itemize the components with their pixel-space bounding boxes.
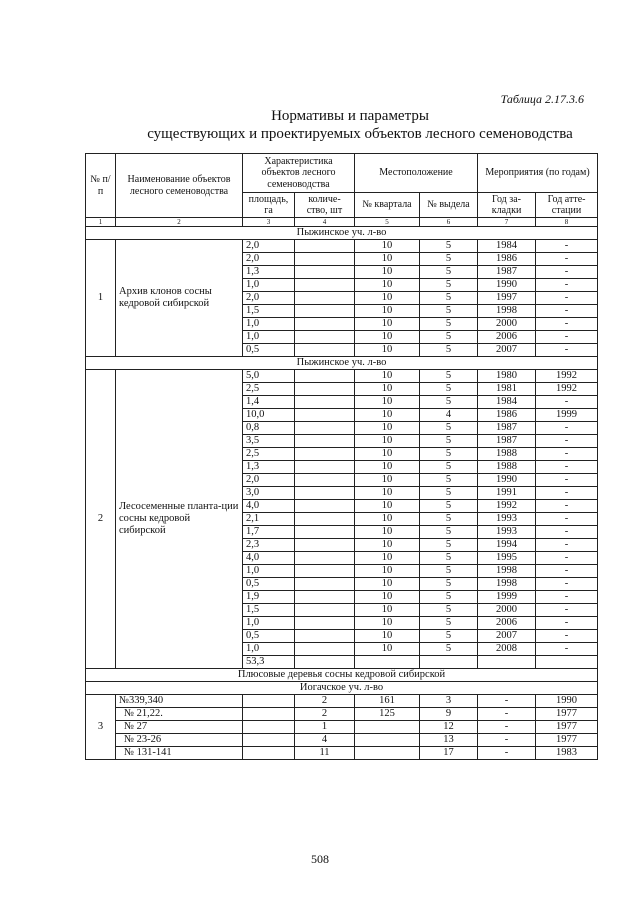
empty-cell: [536, 656, 598, 669]
tree-numbers-cell: № 27: [116, 721, 243, 734]
area-cell: 5,0: [243, 370, 295, 383]
year-attest-cell: -: [536, 604, 598, 617]
year-attest-cell: -: [536, 461, 598, 474]
year-attest-cell: 1983: [536, 747, 598, 760]
area-cell: 1,9: [243, 591, 295, 604]
kvartal-cell: 10: [355, 370, 420, 383]
qty-cell: [295, 279, 355, 292]
section-row: [86, 357, 598, 370]
kvartal-cell: 10: [355, 396, 420, 409]
year-attest-cell: -: [536, 565, 598, 578]
section-title: Иогачское уч. л-во: [86, 682, 598, 695]
year-laid-cell: 1993: [478, 513, 536, 526]
vydel-cell: 5: [420, 383, 478, 396]
kvartal-cell: 10: [355, 266, 420, 279]
col-number: 2: [116, 218, 243, 227]
year-laid-cell: 2000: [478, 318, 536, 331]
area-cell: [243, 708, 295, 721]
year-attest-cell: -: [536, 318, 598, 331]
vydel-cell: 5: [420, 565, 478, 578]
col-number: 5: [355, 218, 420, 227]
qty-cell: [295, 513, 355, 526]
kvartal-cell: 10: [355, 487, 420, 500]
qty-cell: [295, 474, 355, 487]
year-laid-cell: 1984: [478, 396, 536, 409]
vydel-cell: 5: [420, 617, 478, 630]
tree-numbers-cell: № 23-26: [116, 734, 243, 747]
kvartal-cell: 10: [355, 279, 420, 292]
year-attest-cell: -: [536, 630, 598, 643]
area-cell: 1,0: [243, 279, 295, 292]
area-cell: [243, 747, 295, 760]
qty-cell: [295, 383, 355, 396]
year-laid-cell: -: [478, 747, 536, 760]
empty-cell: [295, 656, 355, 669]
area-cell: 1,3: [243, 266, 295, 279]
qty-cell: [295, 604, 355, 617]
kvartal-cell: 10: [355, 305, 420, 318]
qty-cell: [295, 539, 355, 552]
table-row: [86, 721, 598, 734]
qty-cell: [295, 240, 355, 253]
vydel-cell: 5: [420, 253, 478, 266]
year-attest-cell: -: [536, 500, 598, 513]
kvartal-cell: 10: [355, 331, 420, 344]
year-attest-cell: -: [536, 253, 598, 266]
vydel-cell: 5: [420, 500, 478, 513]
year-laid-cell: -: [478, 721, 536, 734]
area-cell: 1,0: [243, 617, 295, 630]
area-cell: 1,5: [243, 604, 295, 617]
year-attest-cell: 1992: [536, 383, 598, 396]
area-cell: [243, 734, 295, 747]
area-cell: 2,1: [243, 513, 295, 526]
year-laid-cell: 1990: [478, 474, 536, 487]
section-row: [86, 227, 598, 240]
year-attest-cell: -: [536, 591, 598, 604]
area-cell: 0,5: [243, 344, 295, 357]
area-cell: [243, 721, 295, 734]
qty-cell: [295, 331, 355, 344]
tree-numbers-cell: № 21,22.: [116, 708, 243, 721]
qty-cell: [295, 487, 355, 500]
vydel-cell: 5: [420, 539, 478, 552]
year-laid-cell: 2008: [478, 643, 536, 656]
kvartal-cell: 10: [355, 448, 420, 461]
table-row: [86, 240, 598, 253]
vydel-cell: 5: [420, 578, 478, 591]
kvartal-cell: 161: [355, 695, 420, 708]
qty-cell: [295, 526, 355, 539]
vydel-cell: 5: [420, 643, 478, 656]
kvartal-cell: 10: [355, 344, 420, 357]
empty-cell: [355, 656, 420, 669]
year-attest-cell: 1977: [536, 708, 598, 721]
year-laid-cell: 1992: [478, 500, 536, 513]
qty-cell: 2: [295, 695, 355, 708]
area-cell: 0,5: [243, 578, 295, 591]
page-number: 508: [311, 852, 329, 866]
year-laid-cell: 1986: [478, 409, 536, 422]
year-laid-cell: 2006: [478, 331, 536, 344]
year-laid-cell: -: [478, 695, 536, 708]
qty-cell: [295, 292, 355, 305]
kvartal-cell: 10: [355, 240, 420, 253]
qty-cell: [295, 253, 355, 266]
col-number: 7: [478, 218, 536, 227]
header-year-laid: Год за-кладки: [478, 193, 536, 218]
header-year-attest: Год атте-стации: [536, 193, 598, 218]
vydel-cell: 12: [420, 721, 478, 734]
qty-cell: 2: [295, 708, 355, 721]
year-attest-cell: -: [536, 578, 598, 591]
vydel-cell: 5: [420, 604, 478, 617]
col-number: 1: [86, 218, 116, 227]
kvartal-cell: 10: [355, 318, 420, 331]
year-attest-cell: -: [536, 266, 598, 279]
year-laid-cell: 1980: [478, 370, 536, 383]
vydel-cell: 5: [420, 331, 478, 344]
seed-objects-table: [85, 153, 598, 760]
year-attest-cell: 1977: [536, 721, 598, 734]
object-name: Лесосеменные планта-ции сосны кедровой сибирской: [116, 370, 243, 669]
qty-cell: 4: [295, 734, 355, 747]
table-row: [86, 708, 598, 721]
vydel-cell: 5: [420, 513, 478, 526]
vydel-cell: 5: [420, 474, 478, 487]
qty-cell: [295, 500, 355, 513]
year-attest-cell: -: [536, 552, 598, 565]
area-cell: 1,3: [243, 461, 295, 474]
row-number: 1: [86, 240, 116, 357]
qty-cell: [295, 396, 355, 409]
kvartal-cell: 10: [355, 422, 420, 435]
section-row: [86, 669, 598, 682]
vydel-cell: 5: [420, 461, 478, 474]
area-cell: 1,0: [243, 643, 295, 656]
year-laid-cell: 1981: [478, 383, 536, 396]
qty-cell: [295, 435, 355, 448]
header-characteristics: Характеристика объектов лесного семеноводства: [243, 154, 355, 193]
area-cell: 1,0: [243, 331, 295, 344]
year-attest-cell: -: [536, 422, 598, 435]
qty-cell: [295, 591, 355, 604]
year-attest-cell: -: [536, 344, 598, 357]
qty-cell: [295, 617, 355, 630]
year-laid-cell: 2000: [478, 604, 536, 617]
year-laid-cell: -: [478, 708, 536, 721]
section-title: Пыжинское уч. л-во: [86, 357, 598, 370]
section-title: Пыжинское уч. л-во: [86, 227, 598, 240]
qty-cell: [295, 643, 355, 656]
year-laid-cell: 1988: [478, 448, 536, 461]
year-attest-cell: 1990: [536, 695, 598, 708]
header-events: Мероприятия (по годам): [478, 154, 598, 193]
year-attest-cell: -: [536, 305, 598, 318]
qty-cell: [295, 370, 355, 383]
vydel-cell: 17: [420, 747, 478, 760]
kvartal-cell: 10: [355, 604, 420, 617]
empty-cell: [420, 656, 478, 669]
year-laid-cell: 1988: [478, 461, 536, 474]
kvartal-cell: 125: [355, 708, 420, 721]
header-num: № п/п: [86, 154, 116, 218]
kvartal-cell: [355, 721, 420, 734]
col-number: 6: [420, 218, 478, 227]
year-laid-cell: 1987: [478, 435, 536, 448]
vydel-cell: 5: [420, 279, 478, 292]
vydel-cell: 5: [420, 266, 478, 279]
vydel-cell: 4: [420, 409, 478, 422]
year-laid-cell: 1998: [478, 578, 536, 591]
kvartal-cell: [355, 747, 420, 760]
year-laid-cell: 1990: [478, 279, 536, 292]
area-cell: 2,5: [243, 383, 295, 396]
year-attest-cell: -: [536, 292, 598, 305]
kvartal-cell: 10: [355, 513, 420, 526]
year-laid-cell: 1997: [478, 292, 536, 305]
qty-cell: [295, 461, 355, 474]
year-laid-cell: -: [478, 734, 536, 747]
vydel-cell: 9: [420, 708, 478, 721]
area-cell: 2,0: [243, 253, 295, 266]
area-cell: 1,7: [243, 526, 295, 539]
year-attest-cell: -: [536, 448, 598, 461]
area-cell: 1,0: [243, 318, 295, 331]
vydel-cell: 5: [420, 630, 478, 643]
kvartal-cell: 10: [355, 552, 420, 565]
year-attest-cell: -: [536, 513, 598, 526]
year-attest-cell: -: [536, 279, 598, 292]
area-cell: 2,0: [243, 292, 295, 305]
year-laid-cell: 1986: [478, 253, 536, 266]
kvartal-cell: 10: [355, 643, 420, 656]
vydel-cell: 5: [420, 396, 478, 409]
qty-cell: [295, 448, 355, 461]
header-location: Местоположение: [355, 154, 478, 193]
section-row: [86, 682, 598, 695]
area-cell: 3,5: [243, 435, 295, 448]
qty-cell: [295, 552, 355, 565]
area-cell: 3,0: [243, 487, 295, 500]
kvartal-cell: 10: [355, 500, 420, 513]
kvartal-cell: 10: [355, 526, 420, 539]
qty-cell: 1: [295, 721, 355, 734]
table-row: [86, 734, 598, 747]
year-attest-cell: -: [536, 617, 598, 630]
year-attest-cell: -: [536, 526, 598, 539]
tree-numbers-cell: №339,340: [116, 695, 243, 708]
area-cell: 2,0: [243, 240, 295, 253]
table-label: Таблица 2.17.3.6: [500, 92, 584, 106]
year-laid-cell: 1991: [478, 487, 536, 500]
kvartal-cell: 10: [355, 409, 420, 422]
year-laid-cell: 2007: [478, 344, 536, 357]
year-laid-cell: 1998: [478, 305, 536, 318]
year-attest-cell: -: [536, 487, 598, 500]
col-number: 8: [536, 218, 598, 227]
vydel-cell: 5: [420, 435, 478, 448]
qty-cell: [295, 344, 355, 357]
area-cell: 4,0: [243, 552, 295, 565]
vydel-cell: 5: [420, 422, 478, 435]
header-name: Наименование объектов лесного семеноводства: [116, 154, 243, 218]
header-vydel: № выдела: [420, 193, 478, 218]
year-attest-cell: 1977: [536, 734, 598, 747]
vydel-cell: 5: [420, 591, 478, 604]
year-attest-cell: 1999: [536, 409, 598, 422]
year-laid-cell: 1993: [478, 526, 536, 539]
kvartal-cell: 10: [355, 578, 420, 591]
kvartal-cell: 10: [355, 591, 420, 604]
vydel-cell: 5: [420, 318, 478, 331]
area-cell: 0,5: [243, 630, 295, 643]
qty-cell: [295, 630, 355, 643]
col-number: 4: [295, 218, 355, 227]
tree-numbers-cell: № 131-141: [116, 747, 243, 760]
area-cell: 2,5: [243, 448, 295, 461]
year-attest-cell: -: [536, 474, 598, 487]
empty-cell: [478, 656, 536, 669]
qty-cell: [295, 578, 355, 591]
title-line-2: существующих и проектируемых объектов лесного семеноводства: [147, 126, 573, 142]
qty-cell: [295, 409, 355, 422]
year-attest-cell: 1992: [536, 370, 598, 383]
area-total: 53,3: [243, 656, 295, 669]
qty-cell: [295, 305, 355, 318]
kvartal-cell: 10: [355, 435, 420, 448]
year-attest-cell: -: [536, 396, 598, 409]
year-laid-cell: 1995: [478, 552, 536, 565]
year-attest-cell: -: [536, 435, 598, 448]
kvartal-cell: 10: [355, 461, 420, 474]
qty-cell: [295, 266, 355, 279]
year-attest-cell: -: [536, 539, 598, 552]
year-laid-cell: 1987: [478, 422, 536, 435]
row-number: 2: [86, 370, 116, 669]
kvartal-cell: 10: [355, 630, 420, 643]
kvartal-cell: 10: [355, 292, 420, 305]
kvartal-cell: 10: [355, 383, 420, 396]
year-laid-cell: 1987: [478, 266, 536, 279]
kvartal-cell: 10: [355, 253, 420, 266]
area-cell: [243, 695, 295, 708]
area-cell: 4,0: [243, 500, 295, 513]
area-cell: 10,0: [243, 409, 295, 422]
area-cell: 1,4: [243, 396, 295, 409]
vydel-cell: 5: [420, 552, 478, 565]
vydel-cell: 3: [420, 695, 478, 708]
qty-cell: [295, 422, 355, 435]
year-laid-cell: 1999: [478, 591, 536, 604]
section-title: Плюсовые деревья сосны кедровой сибирской: [86, 669, 598, 682]
kvartal-cell: 10: [355, 565, 420, 578]
year-attest-cell: -: [536, 240, 598, 253]
table-row: [86, 370, 598, 383]
vydel-cell: 5: [420, 526, 478, 539]
kvartal-cell: [355, 734, 420, 747]
year-laid-cell: 2006: [478, 617, 536, 630]
row-number: 3: [86, 695, 116, 760]
title-line-1: Нормативы и параметры: [271, 108, 429, 124]
vydel-cell: 5: [420, 240, 478, 253]
area-cell: 1,5: [243, 305, 295, 318]
area-cell: 1,0: [243, 565, 295, 578]
table-row: [86, 747, 598, 760]
vydel-cell: 5: [420, 370, 478, 383]
area-cell: 2,0: [243, 474, 295, 487]
year-laid-cell: 1984: [478, 240, 536, 253]
vydel-cell: 13: [420, 734, 478, 747]
header-qty: количе-ство, шт: [295, 193, 355, 218]
col-number: 3: [243, 218, 295, 227]
vydel-cell: 5: [420, 487, 478, 500]
vydel-cell: 5: [420, 292, 478, 305]
header-kvartal: № квартала: [355, 193, 420, 218]
object-name: Архив клонов сосны кедровой сибирской: [116, 240, 243, 357]
kvartal-cell: 10: [355, 474, 420, 487]
qty-cell: [295, 565, 355, 578]
year-laid-cell: 2007: [478, 630, 536, 643]
qty-cell: 11: [295, 747, 355, 760]
header-area: площадь, га: [243, 193, 295, 218]
qty-cell: [295, 318, 355, 331]
kvartal-cell: 10: [355, 539, 420, 552]
table-row: [86, 695, 598, 708]
year-attest-cell: -: [536, 331, 598, 344]
kvartal-cell: 10: [355, 617, 420, 630]
vydel-cell: 5: [420, 344, 478, 357]
area-cell: 0,8: [243, 422, 295, 435]
vydel-cell: 5: [420, 305, 478, 318]
year-laid-cell: 1998: [478, 565, 536, 578]
year-laid-cell: 1994: [478, 539, 536, 552]
vydel-cell: 5: [420, 448, 478, 461]
year-attest-cell: -: [536, 643, 598, 656]
area-cell: 2,3: [243, 539, 295, 552]
